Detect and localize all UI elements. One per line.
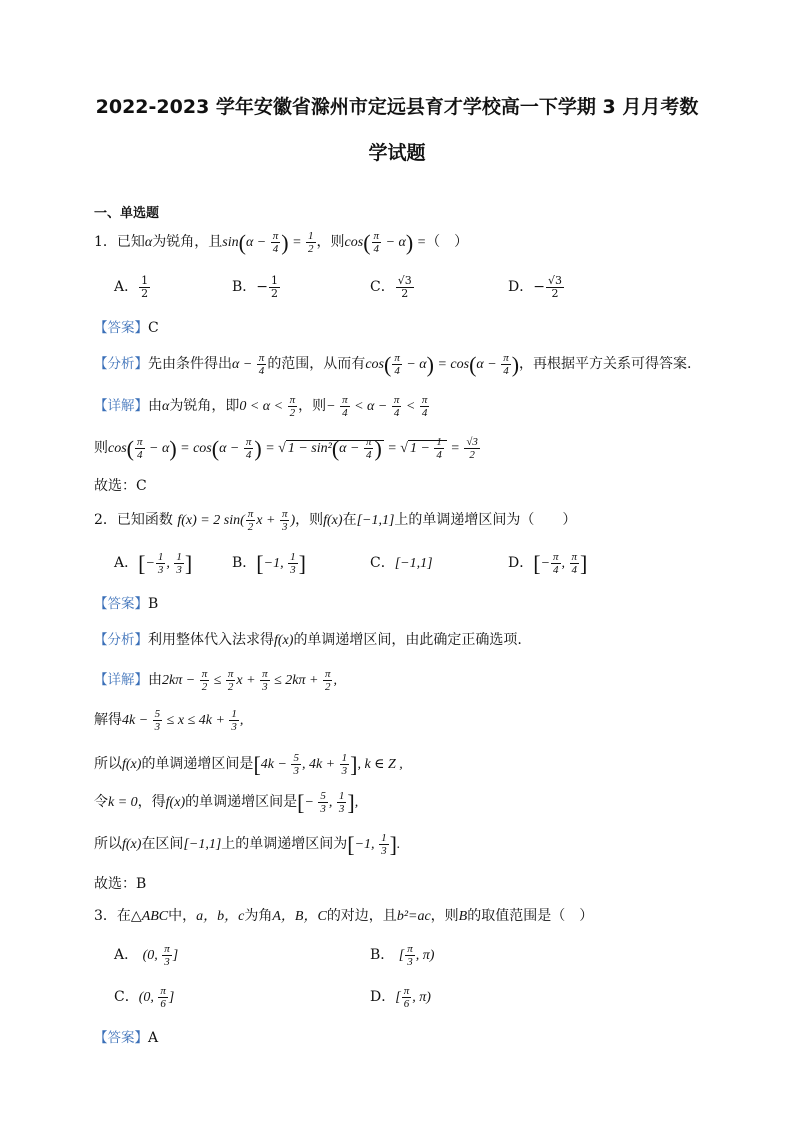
q1-option-b[interactable]: B．− $\frac{1}{2}$ (232, 273, 279, 300)
q2-step-2: 所以f(x)的单调递增区间是[4k − $\frac{5}{3}$ , 4k + $\frac{1}{3}$ ], k ∈ Z , (94, 751, 403, 778)
q2-step-1: 解得4k − $\frac{5}{3}$ ≤ x ≤ 4k + $\frac{1}{3}$ , (94, 708, 244, 734)
q3-option-c[interactable]: C．(0, $\frac{\pi}{6}$ ] (114, 985, 175, 1011)
q2-option-b[interactable]: B．[−1, $\frac{1}{3}$ ] (232, 550, 306, 577)
q2-step-4: 所以f(x)在区间[−1,1]上的单调递增区间为[−1, $\frac{1}{3}$ ]. (94, 831, 401, 858)
q2-answer: 【答案】B (94, 596, 159, 612)
q2-option-d[interactable]: D．[− $\frac{\pi}{4}$ , $\frac{\pi}{4}$ ] (508, 550, 588, 577)
page-title (80, 84, 714, 176)
q2-detail: 【详解】由2kπ − $\frac{\pi}{2}$ ≤ $\frac{\pi}{2}$ x + $\frac{\pi}{3}$ ≤ 2kπ + $\frac{\pi}{2}$ , (94, 668, 337, 694)
q1-detail: 【详解】由α为锐角，即0 < α < $\frac{\pi}{2}$ ，则− $\frac{\pi}{4}$ < α − $\frac{\pi}{4}$ < $\frac{\pi}{4}$ (94, 394, 428, 420)
q3-option-a[interactable]: A． (0, $\frac{\pi}{3}$ ] (114, 943, 179, 969)
q1-option-a[interactable]: A． $\frac{1}{2}$ (114, 273, 149, 300)
q2-analysis: 【分析】利用整体代入法求得f(x)的单调递增区间，由此确定正确选项. (94, 632, 522, 648)
q1-answer: 【答案】C (94, 320, 159, 336)
q2-step-3: 令k = 0，得f(x)的单调递增区间是[− $\frac{5}{3}$ , $\frac{1}{3}$ ], (94, 789, 359, 816)
q3-stem: 3．在△ABC中，a，b，c为角A，B，C的对边，且b²=ac，则B的取值范围是（ ） (94, 908, 594, 924)
q1-choose: 故选：C (94, 478, 147, 494)
q2-option-c[interactable]: C．[−1,1] (370, 555, 433, 571)
q2-stem: 2．已知函数 f(x) = 2 sin( $\frac{\pi}{2}$ x + $\frac{\pi}{3}$ )，则f(x)在[−1,1]上的单调递增区间为（ ） (94, 508, 577, 534)
title-line-2: 学试题 (368, 142, 426, 164)
q3-answer: 【答案】A (94, 1030, 159, 1046)
title-line-1: 2022-2023 学年安徽省滁州市定远县育才学校高一下学期 3 月月考数 (95, 96, 699, 118)
q1-option-d[interactable]: D．− $\frac{√3}{2}$ (508, 273, 562, 300)
q2-choose: 故选：B (94, 876, 147, 892)
q2-option-a[interactable]: A．[− $\frac{1}{3}$ , $\frac{1}{3}$ ] (114, 550, 193, 577)
q1-option-c[interactable]: C． $\frac{√3}{2}$ (370, 273, 412, 300)
section-heading: 一、单选题 (94, 206, 160, 221)
q1-calculation: 则cos( $\frac{\pi}{4}$ − α) = cos(α − $\frac{\pi}{4}$ ) = √ 1 − sin²(α − $\frac{\pi}{4}$ ) = √ 1 − $\frac{1}{4}$ = $\frac{√3}{2}$ (94, 435, 478, 462)
q1-stem: 1．已知α为锐角，且sin(α − $\frac{\pi}{4}$ ) = $\frac{1}{2}$ ，则cos( $\frac{\pi}{4}$ − α) =（ ） (94, 229, 469, 256)
q3-option-d[interactable]: D．[ $\frac{\pi}{6}$ , π) (370, 985, 431, 1011)
q3-option-b[interactable]: B． [ $\frac{\pi}{3}$ , π) (370, 943, 435, 969)
q1-analysis: 【分析】先由条件得出α − $\frac{\pi}{4}$ 的范围，从而有cos( $\frac{\pi}{4}$ − α) = cos(α − $\frac{\pi}{4}$ )，再根据平方关系可得答案. (94, 351, 692, 378)
